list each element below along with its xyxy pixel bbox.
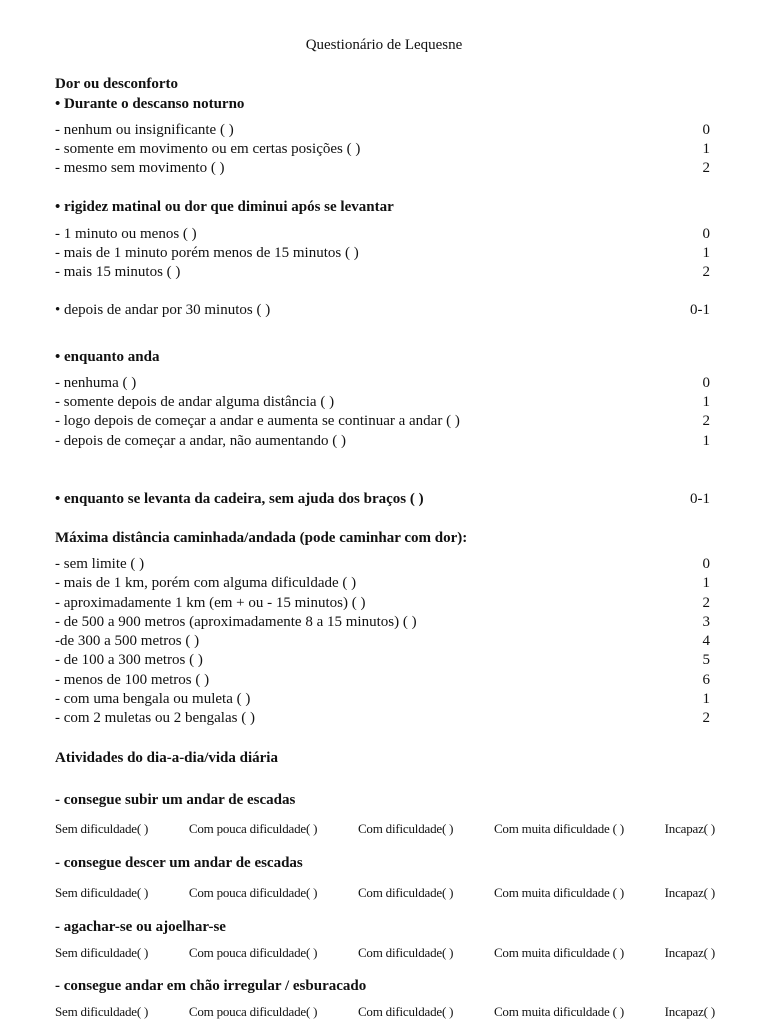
subheading-while-walking: • enquanto anda	[55, 349, 160, 365]
item-text: - sem limite ( )	[55, 556, 145, 572]
item-text: • enquanto se levanta da cadeira, sem ajuda dos braços ( )	[55, 491, 424, 507]
scale-option: Com pouca dificuldade( )	[188, 821, 318, 836]
question-item-walk-30	[55, 302, 710, 321]
item-text: - aproximadamente 1 km (em + ou - 15 minutos) ( )	[55, 595, 366, 611]
question-item	[55, 375, 710, 394]
activity-heading: - consegue andar em chão irregular / esburacado	[55, 978, 367, 994]
item-score: 1	[702, 433, 710, 449]
item-score: 5	[702, 652, 710, 668]
item-score: 2	[702, 160, 710, 176]
item-score: 1	[702, 394, 710, 410]
item-score: 1	[702, 141, 710, 157]
subheading-morning-stiffness: • rigidez matinal ou dor que diminui após se levantar	[55, 199, 394, 215]
question-item	[55, 652, 710, 671]
scale-option: Com pouca dificuldade( )	[188, 885, 318, 900]
item-score: 0	[702, 226, 710, 242]
item-score: 3	[702, 614, 710, 630]
item-score: 0-1	[690, 302, 710, 318]
question-item	[55, 141, 710, 160]
question-item	[55, 691, 710, 710]
item-text: - menos de 100 metros ( )	[55, 672, 210, 688]
question-item	[55, 122, 710, 141]
question-item	[55, 413, 710, 432]
scale-option: Com muita dificuldade ( )	[493, 945, 624, 960]
scale-option: Incapaz( )	[664, 1004, 715, 1019]
item-text: - de 500 a 900 metros (aproximadamente 8 a 15 minutos) ( )	[55, 614, 417, 630]
item-text: - mais de 1 km, porém com alguma dificuldade ( )	[55, 575, 357, 591]
item-text: - mesmo sem movimento ( )	[55, 160, 225, 176]
difficulty-scale	[55, 1004, 715, 1020]
scale-option: Sem dificuldade( )	[55, 945, 149, 960]
difficulty-scale	[55, 885, 715, 901]
item-score: 0	[702, 375, 710, 391]
item-text: - com uma bengala ou muleta ( )	[55, 691, 251, 707]
item-text: - somente depois de andar alguma distância ( )	[55, 394, 335, 410]
item-text: - mais 15 minutos ( )	[55, 264, 181, 280]
item-score: 2	[702, 264, 710, 280]
scale-option: Com dificuldade( )	[357, 945, 454, 960]
scale-option: Incapaz( )	[664, 885, 715, 900]
page-title: Questionário de Lequesne	[305, 37, 463, 53]
item-text: - somente em movimento ou em certas posições ( )	[55, 141, 361, 157]
item-score: 0	[702, 556, 710, 572]
question-item	[55, 575, 710, 594]
item-score: 0	[702, 122, 710, 138]
item-text: - 1 minuto ou menos ( )	[55, 226, 197, 242]
item-text: - com 2 muletas ou 2 bengalas ( )	[55, 710, 255, 726]
activity-heading: - consegue subir um andar de escadas	[55, 792, 296, 808]
scale-option: Com pouca dificuldade( )	[188, 1004, 318, 1019]
difficulty-scale	[55, 945, 715, 961]
item-text: - depois de começar a andar, não aumentando ( )	[55, 433, 346, 449]
section-heading-pain: Dor ou desconforto	[55, 76, 179, 92]
scale-option: Com pouca dificuldade( )	[188, 945, 318, 960]
item-text: - nenhuma ( )	[55, 375, 137, 391]
item-text: - nenhum ou insignificante ( )	[55, 122, 234, 138]
question-item	[55, 245, 710, 264]
item-score: 2	[702, 595, 710, 611]
question-item	[55, 556, 710, 575]
question-item	[55, 433, 710, 452]
scale-option: Com muita dificuldade ( )	[493, 1004, 624, 1019]
activity-heading: - consegue descer um andar de escadas	[55, 855, 303, 871]
item-score: 1	[702, 245, 710, 261]
scale-option: Com muita dificuldade ( )	[493, 885, 624, 900]
item-text: - logo depois de começar a andar e aumenta se continuar a andar ( )	[55, 413, 460, 429]
subheading-night-rest: • Durante o descanso noturno	[55, 96, 245, 112]
question-item	[55, 633, 710, 652]
scale-option: Sem dificuldade( )	[55, 1004, 149, 1019]
scale-option: Com dificuldade( )	[357, 885, 454, 900]
activity-heading: - agachar-se ou ajoelhar-se	[55, 919, 226, 935]
question-item	[55, 160, 710, 179]
scale-option: Com muita dificuldade ( )	[493, 821, 624, 836]
question-item	[55, 394, 710, 413]
question-item	[55, 614, 710, 633]
question-item-chair	[55, 491, 710, 510]
scale-option: Sem dificuldade( )	[55, 821, 149, 836]
item-score: 1	[702, 575, 710, 591]
question-item	[55, 226, 710, 245]
item-text: - mais de 1 minuto porém menos de 15 minutos ( )	[55, 245, 359, 261]
scale-option: Incapaz( )	[664, 821, 715, 836]
item-text: • depois de andar por 30 minutos ( )	[55, 302, 271, 318]
item-score: 0-1	[690, 491, 710, 507]
question-item	[55, 264, 710, 283]
scale-option: Com dificuldade( )	[357, 821, 454, 836]
item-text: - de 100 a 300 metros ( )	[55, 652, 203, 668]
scale-option: Incapaz( )	[664, 945, 715, 960]
item-score: 2	[702, 413, 710, 429]
item-score: 4	[702, 633, 710, 649]
question-item	[55, 672, 710, 691]
item-score: 1	[702, 691, 710, 707]
question-item	[55, 595, 710, 614]
scale-option: Sem dificuldade( )	[55, 885, 149, 900]
question-item	[55, 710, 710, 729]
scale-option: Com dificuldade( )	[357, 1004, 454, 1019]
item-score: 6	[702, 672, 710, 688]
item-text: -de 300 a 500 metros ( )	[55, 633, 200, 649]
section-heading-max-distance: Máxima distância caminhada/andada (pode caminhar com dor):	[55, 530, 468, 546]
difficulty-scale	[55, 821, 715, 837]
item-score: 2	[702, 710, 710, 726]
section-heading-daily-activities: Atividades do dia-a-dia/vida diária	[55, 750, 278, 766]
